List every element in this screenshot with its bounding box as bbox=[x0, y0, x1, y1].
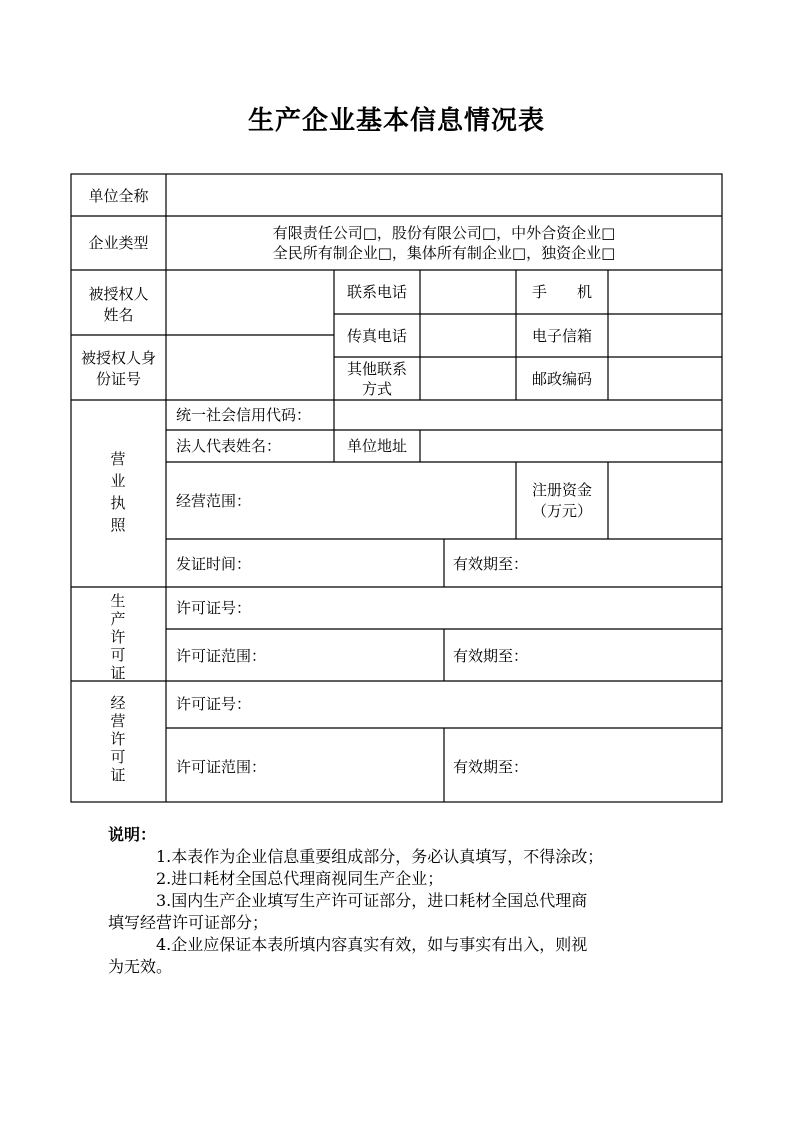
fax-field[interactable] bbox=[421, 315, 515, 356]
company-name-field[interactable] bbox=[167, 175, 721, 215]
other-contact-label-line1: 其他联系 bbox=[346, 360, 407, 378]
business-scope-label: 经营范围： bbox=[176, 492, 252, 510]
company-name-label: 单位全称 bbox=[88, 187, 149, 205]
business-license-section-label: 营 业 执 照 bbox=[110, 450, 126, 534]
prod-valid-until-label: 有效期至： bbox=[453, 647, 529, 665]
postcode-label: 邮政编码 bbox=[531, 370, 592, 388]
email-label: 电子信箱 bbox=[531, 327, 592, 345]
credit-code-field[interactable] bbox=[335, 401, 721, 429]
note-item-1: 1.本表作为企业信息重要组成部分，务必认真填写，不得涂改； bbox=[156, 847, 604, 866]
op-license-no-field[interactable] bbox=[260, 682, 721, 727]
notes-heading: 说明： bbox=[108, 825, 157, 844]
page-title: 生产企业基本信息情况表 bbox=[247, 106, 545, 136]
authorized-id-field[interactable] bbox=[167, 336, 333, 399]
op-license-scope-label: 许可证范围： bbox=[176, 758, 267, 776]
issue-date-label: 发证时间： bbox=[176, 555, 252, 573]
mobile-field[interactable] bbox=[609, 271, 721, 313]
company-type-options-line2[interactable]: 全民所有制企业□，集体所有制企业□，独资企业□ bbox=[272, 244, 616, 262]
email-field[interactable] bbox=[609, 315, 721, 356]
address-field[interactable] bbox=[421, 431, 721, 461]
prod-license-scope-label: 许可证范围： bbox=[176, 647, 267, 665]
registered-capital-label-line2: （万元） bbox=[531, 502, 592, 520]
fax-label: 传真电话 bbox=[346, 327, 407, 345]
other-contact-field[interactable] bbox=[421, 358, 515, 399]
authorized-name-label-line2: 姓名 bbox=[103, 306, 134, 324]
company-type-label: 企业类型 bbox=[88, 234, 149, 252]
business-valid-until-label: 有效期至： bbox=[453, 555, 529, 573]
authorized-id-label-line2: 份证号 bbox=[95, 370, 141, 388]
phone-label: 联系电话 bbox=[346, 283, 407, 301]
prod-license-no-field[interactable] bbox=[260, 588, 721, 628]
note-item-4-line1: 4.企业应保证本表所填内容真实有效，如与事实有出入，则视 bbox=[156, 935, 588, 954]
address-label: 单位地址 bbox=[346, 437, 407, 455]
company-type-options-line1[interactable]: 有限责任公司□，股份有限公司□，中外合资企业□ bbox=[272, 224, 616, 242]
note-item-2: 2.进口耗材全国总代理商视同生产企业； bbox=[156, 869, 444, 888]
note-item-3-line2: 填写经营许可证部分； bbox=[108, 913, 269, 932]
authorized-name-field[interactable] bbox=[167, 271, 333, 334]
production-license-section-label: 生 产 许 可 证 bbox=[110, 592, 126, 682]
phone-field[interactable] bbox=[421, 271, 515, 313]
credit-code-label: 统一社会信用代码： bbox=[176, 406, 312, 424]
note-item-3-line1: 3.国内生产企业填写生产许可证部分，进口耗材全国总代理商 bbox=[156, 891, 588, 910]
other-contact-label-line2: 方式 bbox=[361, 380, 392, 398]
authorized-name-label-line1: 被授权人 bbox=[88, 285, 149, 303]
op-valid-until-label: 有效期至： bbox=[453, 758, 529, 776]
legal-rep-label: 法人代表姓名： bbox=[176, 437, 282, 455]
postcode-field[interactable] bbox=[609, 358, 721, 399]
note-item-4-line2: 为无效。 bbox=[108, 957, 173, 976]
operation-license-section-label: 经 营 许 可 证 bbox=[110, 694, 126, 784]
authorized-id-label-line1: 被授权人身 bbox=[80, 349, 156, 367]
mobile-label: 手 机 bbox=[531, 283, 592, 301]
prod-license-no-label: 许可证号： bbox=[176, 599, 252, 617]
op-license-no-label: 许可证号： bbox=[176, 695, 252, 713]
notes-section bbox=[108, 824, 668, 978]
registered-capital-field[interactable] bbox=[609, 463, 721, 538]
business-scope-field[interactable] bbox=[167, 463, 515, 538]
registered-capital-label-line1: 注册资金 bbox=[531, 481, 592, 499]
